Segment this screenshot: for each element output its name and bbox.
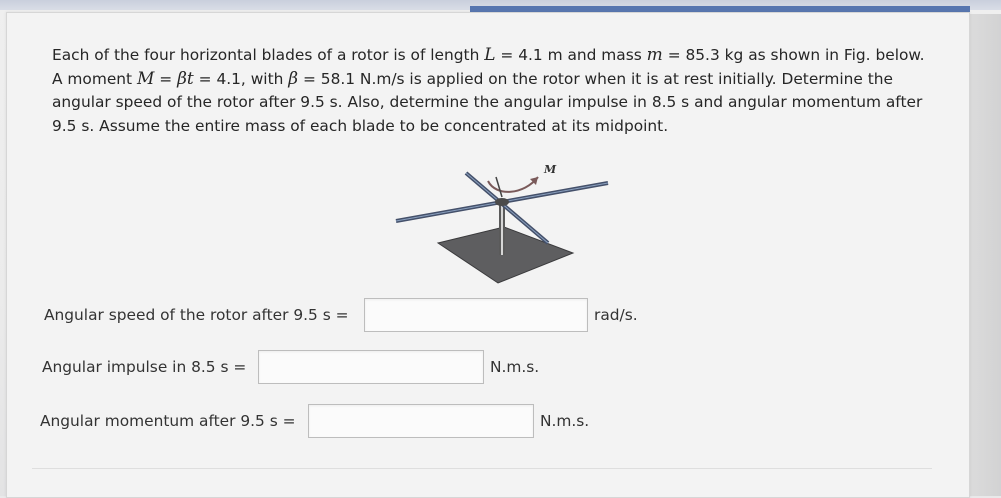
question-line-4: 9.5 s. Assume the entire mass of each blade to be concentrated at its midpoint. bbox=[52, 116, 669, 135]
field-angular-momentum bbox=[40, 404, 600, 438]
side-margin bbox=[969, 14, 1001, 496]
symbol-beta: β bbox=[288, 68, 299, 89]
angular-impulse-unit: N.m.s. bbox=[490, 358, 540, 376]
angular-momentum-input[interactable] bbox=[308, 404, 534, 438]
rotor-axis-tip bbox=[496, 177, 502, 197]
angular-momentum-label: Angular momentum after 9.5 s = bbox=[40, 412, 296, 430]
angular-momentum-unit: N.m.s. bbox=[540, 412, 590, 430]
rotor-base-plate bbox=[438, 227, 573, 283]
moment-label: M bbox=[544, 163, 557, 176]
symbol-M: M bbox=[136, 68, 155, 89]
angular-impulse-input[interactable] bbox=[258, 350, 484, 384]
bottom-divider bbox=[32, 468, 932, 469]
field-angular-impulse bbox=[42, 350, 562, 384]
text-segment: = 58.1 N.m/s is applied on the rotor when it is at rest initially. Determine the bbox=[298, 69, 893, 88]
question-line-3: angular speed of the rotor after 9.5 s. Also, determine the angular impulse in 8.5 s and angular momentum after bbox=[52, 93, 923, 112]
angular-impulse-label: Angular impulse in 8.5 s = bbox=[42, 358, 247, 376]
question-text bbox=[52, 44, 952, 138]
rotor-diagram bbox=[388, 155, 618, 290]
symbol-m: m bbox=[646, 45, 663, 65]
question-line-1 bbox=[52, 44, 952, 68]
field-angular-speed bbox=[44, 298, 664, 332]
angular-speed-unit: rad/s. bbox=[594, 306, 638, 324]
text-segment: Each of the four horizontal blades of a rotor is of length bbox=[52, 46, 485, 64]
question-line-2 bbox=[52, 68, 952, 92]
symbol-L: L bbox=[484, 45, 496, 65]
angular-speed-label: Angular speed of the rotor after 9.5 s = bbox=[44, 306, 349, 324]
text-segment: A moment bbox=[52, 69, 137, 88]
rotor-hub bbox=[495, 198, 509, 206]
text-segment: = bbox=[154, 69, 178, 88]
text-segment: = 4.1 m and mass bbox=[495, 46, 647, 64]
symbol-beta-t: βt bbox=[177, 68, 194, 89]
angular-speed-input[interactable] bbox=[364, 298, 588, 332]
text-segment: = 85.3 kg as shown in Fig. below. bbox=[662, 46, 925, 64]
rotor-figure bbox=[388, 155, 618, 290]
text-segment: = 4.1, with bbox=[193, 69, 289, 88]
